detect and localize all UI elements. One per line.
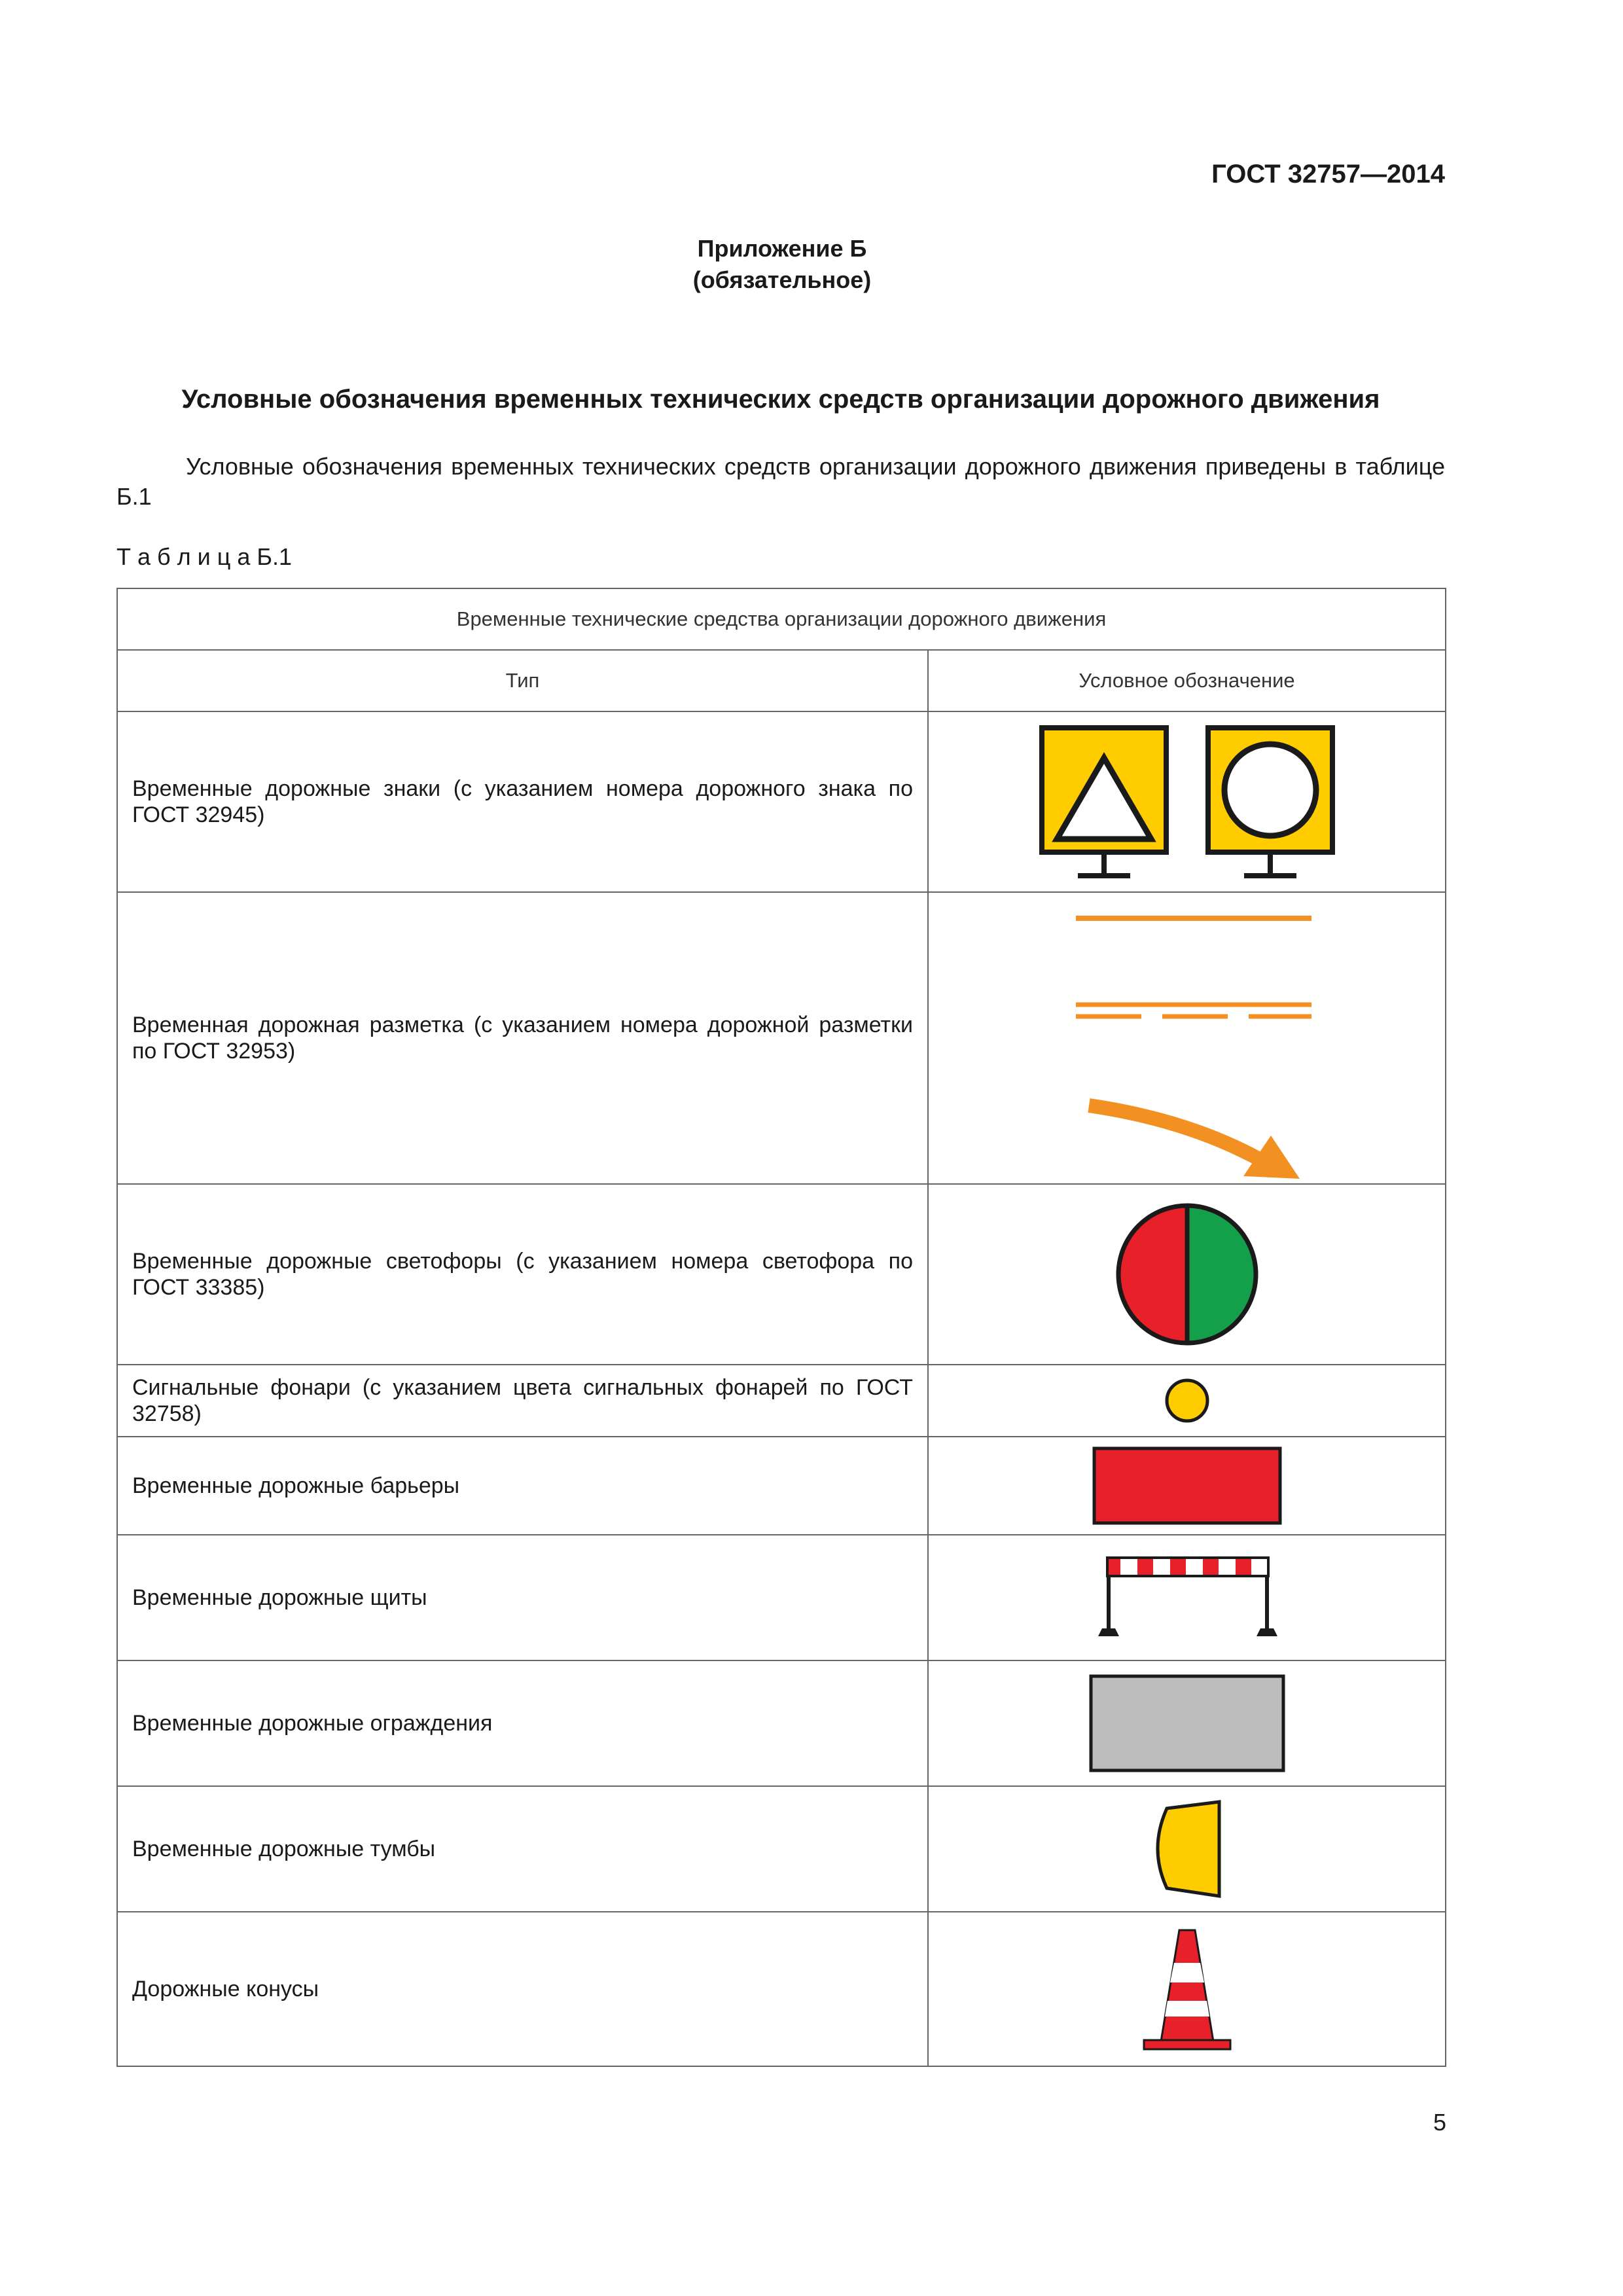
table-row [117,1912,1446,2066]
row-type-text: Временные дорожные тумбы [117,1786,928,1912]
row-type-text: Временные дорожные знаки (с указанием номера дорожного знака по ГОСТ 32945) [117,711,928,892]
appendix-title: Приложение Б [697,235,867,262]
row-type-text: Временные дорожные барьеры [117,1437,928,1535]
symbols-table [116,588,1446,2067]
signal-lamp-icon [1161,1374,1213,1427]
document-code: ГОСТ 32757—2014 [1211,160,1445,188]
row-symbol-cell [928,1365,1446,1437]
table-group-header: Временные технические средства организации дорожного движения [117,588,1446,650]
table-row [117,1365,1446,1437]
road-bollard-icon [1145,1797,1230,1901]
road-fence-icon [1086,1671,1289,1776]
road-barrier-icon [1089,1443,1285,1528]
table-row [117,1660,1446,1786]
temporary-traffic-light-icon [1112,1199,1262,1350]
traffic-cone-icon [1135,1924,1240,2054]
table-group-header-row [117,588,1446,650]
temporary-road-marking-icon [1050,897,1325,1179]
row-symbol-cell [928,1912,1446,2066]
appendix-heading [0,233,1564,296]
table-row [117,1184,1446,1365]
table-caption: Т а б л и ц а Б.1 [116,543,293,570]
row-type-text: Дорожные конусы [117,1912,928,2066]
table-row [117,711,1446,892]
row-type-text: Временные дорожные ограждения [117,1660,928,1786]
row-type-text: Сигнальные фонари (с указанием цвета сигнальных фонарей по ГОСТ 32758) [117,1365,928,1437]
row-symbol-cell [928,1437,1446,1535]
row-symbol-cell [928,711,1446,892]
row-symbol-cell [928,1184,1446,1365]
column-header-symbol: Условное обозначение [928,650,1446,711]
intro-paragraph: Условные обозначения временных технических средств организации дорожного движения приведены в таблице Б.1 [116,453,1445,510]
temporary-road-signs-icon [1037,720,1338,884]
row-symbol-cell [928,1535,1446,1660]
table-row [117,892,1446,1184]
row-symbol-cell [928,1660,1446,1786]
row-type-text: Временные дорожные светофоры (с указанием номера светофора по ГОСТ 33385) [117,1184,928,1365]
page-number: 5 [1433,2109,1446,2136]
column-header-type: Тип [117,650,928,711]
row-symbol-cell [928,1786,1446,1912]
appendix-status: (обязательное) [692,266,872,293]
row-type-text: Временные дорожные щиты [117,1535,928,1660]
table-row [117,1535,1446,1660]
table-row [117,1786,1446,1912]
road-shield-icon [1089,1549,1285,1647]
table-column-header-row [117,650,1446,711]
section-title: Условные обозначения временных технических средств организации дорожного движения [181,385,1380,414]
row-type-text: Временная дорожная разметка (с указанием номера дорожной разметки по ГОСТ 32953) [117,892,928,1184]
row-symbol-cell [928,892,1446,1184]
table-row [117,1437,1446,1535]
